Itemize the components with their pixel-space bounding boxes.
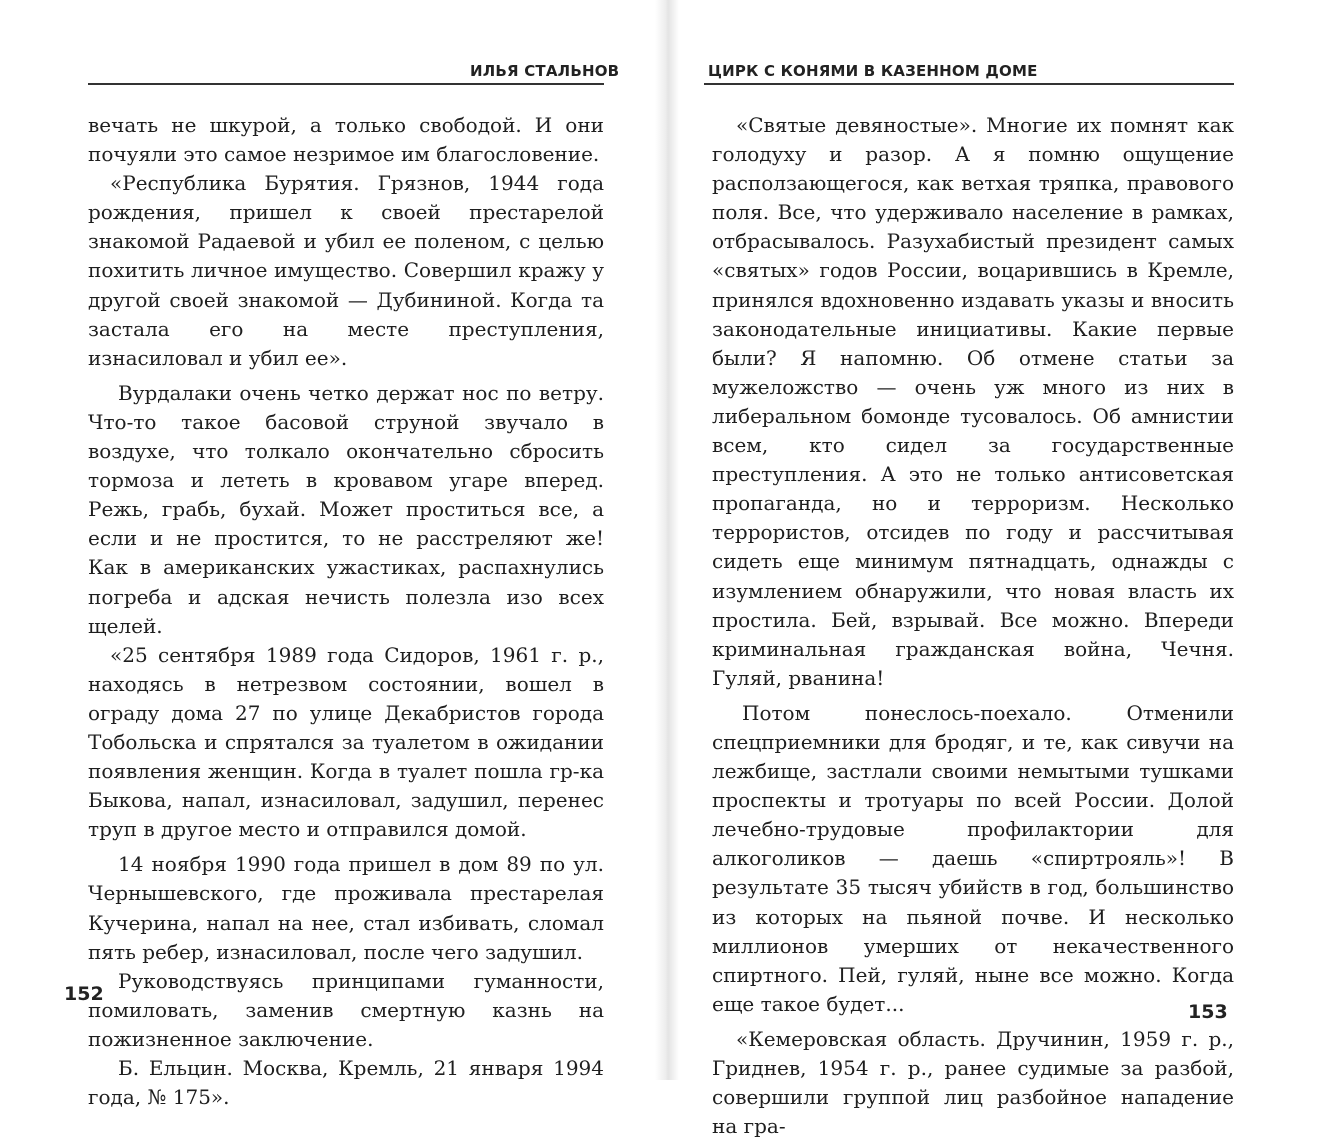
left-page [0, 0, 660, 1110]
right-page [674, 0, 1334, 1139]
paragraph: «25 сентября 1989 года Сидоров, 1961 г. р., находясь в нетрезвом состоянии, вошел в ограду дома 27 по улице Декабристов города Тобольска и спрятался за туалетом в ожидании появления женщин. Когда в туалет пошла гр-ка Быкова, напал, изнасиловал, задушил, перенес труп в другое место и отправился домой. [88, 642, 604, 842]
right-page-text [712, 111, 1234, 1141]
paragraph: Потом понеслось-поехало. Отменили спецприемники для бродяг, и те, как сивучи на лежбище, застлали своими немытыми тушками проспекты и тротуары по всей России. Долой лечебно-трудовые профилактории для алкоголиков — даешь «спиртрояль»! В результате 35 тысяч убийств в год, большинство из которых на пьяной почве. И несколько миллионов умерших от некачественного спиртного. Пей, гуляй, ныне все можно. Когда еще такое будет... [712, 700, 1234, 1016]
running-head-title: ЦИРК С КОНЯМИ В КАЗЕННОМ ДОМЕ [708, 62, 1038, 80]
paragraph: вечать не шкурой, а только свободой. И они почуяли это самое незримое им благословение. [88, 113, 604, 167]
page-number: 152 [64, 983, 104, 1005]
paragraph: «Святые девяностые». Многие их помнят как голодуху и разор. А я помню ощущение расползающегося, как ветхая тряпка, правового поля. Все, что удерживало население в рамках, отбрасывалось. Разухабистый президент самых «святых» годов России, воцарившись в Кремле, принялся вдохновенно издавать указы и вносить законодательные инициативы. Какие первые были? Я напомню. Об отмене статьи за мужеложство — очень уж много из них в либеральном бомонде тусовалось. Об амнистии всем, кто сидел за государственные преступления. А это не только антисоветская пропаганда, но и терроризм. Несколько террористов, отсидев по году и рассчитывая сидеть еще минимум пятнадцать, однажды с изумлением обнаружили, что новая власть их простила. Бей, взрывай. Все можно. Впереди криминальная гражданская война, Чечня. Гуляй, рванина! [712, 113, 1234, 690]
paragraph: «Республика Бурятия. Грязнов, 1944 года рождения, пришел к своей престарелой знакомой Радаевой и убил ее поленом, с целью похитить личное имущество. Совершил кражу у другой своей знакомой — Дубининой. Когда та застала его на месте преступления, изнасиловал и убил ее». [88, 171, 604, 370]
paragraph: Вурдалаки очень четко держат нос по ветру. Что-то такое басовой струной звучало в воздухе, что толкало окончательно сбросить тормоза и лететь в кровавом угаре вперед. Режь, грабь, бухай. Может проститься все, а если и не простится, то не расстреляют же! Как в американских ужастиках, распахнулись погреба и адская нечисть полезла изо всех щелей. [88, 380, 604, 638]
running-head-author: ИЛЬЯ СТАЛЬНОВ [470, 62, 620, 80]
header-rule [88, 83, 604, 85]
paragraph: Б. Ельцин. Москва, Кремль, 21 января 1994 года, № 175». [88, 1056, 604, 1110]
left-page-text [88, 111, 604, 1112]
page-number: 153 [1188, 1001, 1228, 1023]
header-rule [704, 83, 1234, 85]
paragraph: «Кемеровская область. Дручинин, 1959 г. р., Гриднев, 1954 г. р., ранее судимые за разбой, совершили группой лиц разбойное нападение на гра- [712, 1026, 1234, 1139]
paragraph: 14 ноября 1990 года пришел в дом 89 по ул. Чернышевского, где проживала престарелая Кучерина, напал на нее, стал избивать, сломал пять ребер, изнасиловал, после чего задушил. [88, 852, 604, 964]
paragraph: Руководствуясь принципами гуманности, помиловать, заменив смертную казнь на пожизненное заключение. [88, 968, 604, 1051]
